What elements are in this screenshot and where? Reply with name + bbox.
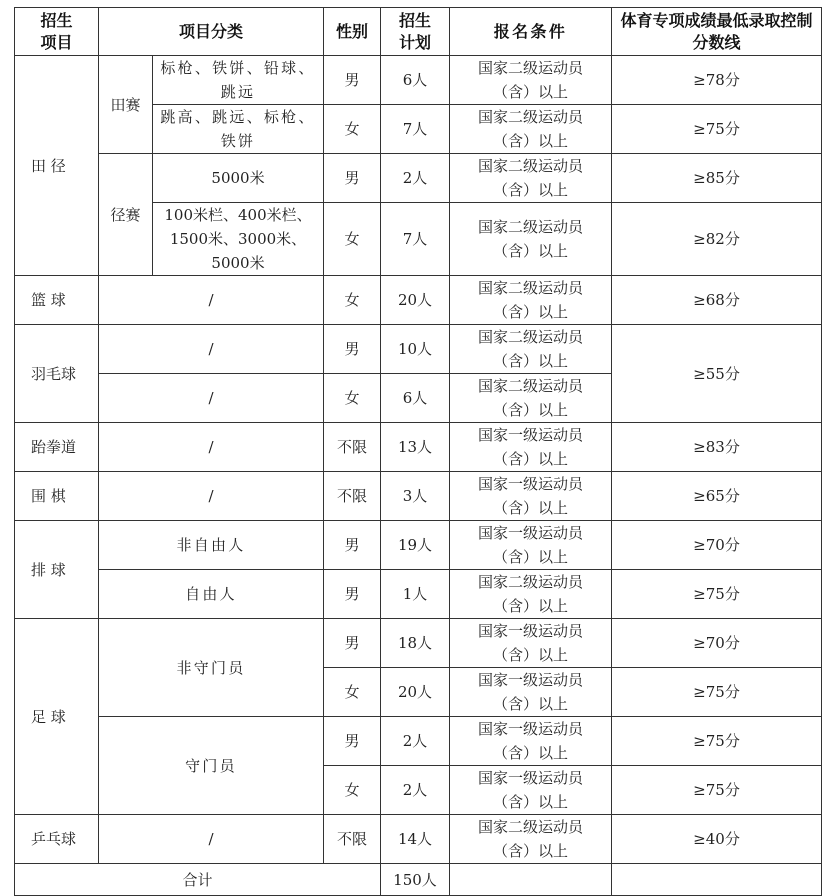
condition-cell: 国家二级运动员（含）以上 xyxy=(450,815,612,864)
plan-cell: 1人 xyxy=(381,570,450,619)
score-cell: ≥78分 xyxy=(612,56,822,105)
header-gender: 性别 xyxy=(324,8,381,56)
event-cell: 标枪、铁饼、铅球、跳远 xyxy=(153,56,324,105)
total-condition-empty xyxy=(450,864,612,896)
plan-cell: 14人 xyxy=(381,815,450,864)
event-cell: 5000米 xyxy=(153,154,324,203)
admission-table xyxy=(14,7,822,896)
condition-cell: 国家一级运动员（含）以上 xyxy=(450,423,612,472)
gender-cell: 男 xyxy=(324,570,381,619)
event-cell: 守门员 xyxy=(99,717,324,815)
condition-cell: 国家二级运动员（含）以上 xyxy=(450,570,612,619)
plan-cell: 2人 xyxy=(381,717,450,766)
gender-cell: 女 xyxy=(324,203,381,276)
sport-pingpang: 乒乓球 xyxy=(15,815,99,864)
condition-cell: 国家一级运动员（含）以上 xyxy=(450,717,612,766)
table-row xyxy=(15,521,822,570)
condition-cell: 国家二级运动员（含）以上 xyxy=(450,325,612,374)
score-cell: ≥70分 xyxy=(612,619,822,668)
score-cell: ≥85分 xyxy=(612,154,822,203)
plan-cell: 2人 xyxy=(381,154,450,203)
total-row xyxy=(15,864,822,896)
sport-taiquandao: 跆拳道 xyxy=(15,423,99,472)
sport-paiqiu: 排 球 xyxy=(15,521,99,619)
event-cell: 自由人 xyxy=(99,570,324,619)
gender-cell: 不限 xyxy=(324,815,381,864)
gender-cell: 男 xyxy=(324,619,381,668)
plan-cell: 7人 xyxy=(381,105,450,154)
plan-cell: 18人 xyxy=(381,619,450,668)
plan-cell: 6人 xyxy=(381,56,450,105)
table-row xyxy=(15,325,822,374)
plan-cell: 10人 xyxy=(381,325,450,374)
header-condition: 报名条件 xyxy=(450,8,612,56)
header-row xyxy=(15,8,822,56)
event-cell: / xyxy=(99,423,324,472)
score-cell: ≥82分 xyxy=(612,203,822,276)
gender-cell: 女 xyxy=(324,766,381,815)
table-row xyxy=(15,154,822,203)
plan-cell: 2人 xyxy=(381,766,450,815)
event-cell: 非自由人 xyxy=(99,521,324,570)
table-row xyxy=(15,717,822,766)
plan-cell: 7人 xyxy=(381,203,450,276)
gender-cell: 女 xyxy=(324,374,381,423)
gender-cell: 男 xyxy=(324,717,381,766)
score-cell: ≥83分 xyxy=(612,423,822,472)
condition-cell: 国家二级运动员（含）以上 xyxy=(450,105,612,154)
gender-cell: 不限 xyxy=(324,472,381,521)
sport-weiqi: 围 棋 xyxy=(15,472,99,521)
table-row xyxy=(15,472,822,521)
score-cell: ≥75分 xyxy=(612,105,822,154)
score-cell: ≥40分 xyxy=(612,815,822,864)
event-cell: / xyxy=(99,374,324,423)
condition-cell: 国家二级运动员（含）以上 xyxy=(450,276,612,325)
plan-cell: 20人 xyxy=(381,276,450,325)
gender-cell: 女 xyxy=(324,668,381,717)
condition-cell: 国家二级运动员（含）以上 xyxy=(450,56,612,105)
header-sport: 招生项目 xyxy=(15,8,99,56)
score-cell: ≥68分 xyxy=(612,276,822,325)
condition-cell: 国家一级运动员（含）以上 xyxy=(450,619,612,668)
table-row xyxy=(15,56,822,105)
plan-cell: 6人 xyxy=(381,374,450,423)
table-row xyxy=(15,276,822,325)
gender-cell: 女 xyxy=(324,105,381,154)
gender-cell: 男 xyxy=(324,56,381,105)
total-score-empty xyxy=(612,864,822,896)
event-cell: 非守门员 xyxy=(99,619,324,717)
gender-cell: 男 xyxy=(324,325,381,374)
condition-cell: 国家一级运动员（含）以上 xyxy=(450,766,612,815)
table-row xyxy=(15,815,822,864)
event-cell: / xyxy=(99,815,324,864)
plan-cell: 13人 xyxy=(381,423,450,472)
event-cell: / xyxy=(99,276,324,325)
score-cell: ≥70分 xyxy=(612,521,822,570)
plan-cell: 20人 xyxy=(381,668,450,717)
gender-cell: 女 xyxy=(324,276,381,325)
condition-cell: 国家一级运动员（含）以上 xyxy=(450,472,612,521)
table-row xyxy=(15,570,822,619)
table-row xyxy=(15,423,822,472)
header-category: 项目分类 xyxy=(99,8,324,56)
sport-tianjing: 田 径 xyxy=(15,56,99,276)
gender-cell: 不限 xyxy=(324,423,381,472)
sport-yumaoqiu: 羽毛球 xyxy=(15,325,99,423)
subcategory-tiansai: 田赛 xyxy=(99,56,153,154)
score-cell: ≥55分 xyxy=(612,325,822,423)
table-row xyxy=(15,619,822,668)
condition-cell: 国家一级运动员（含）以上 xyxy=(450,521,612,570)
gender-cell: 男 xyxy=(324,154,381,203)
event-cell: / xyxy=(99,472,324,521)
gender-cell: 男 xyxy=(324,521,381,570)
score-cell: ≥75分 xyxy=(612,717,822,766)
header-plan: 招生计划 xyxy=(381,8,450,56)
score-cell: ≥65分 xyxy=(612,472,822,521)
condition-cell: 国家二级运动员（含）以上 xyxy=(450,374,612,423)
score-cell: ≥75分 xyxy=(612,668,822,717)
header-score: 体育专项成绩最低录取控制分数线 xyxy=(612,8,822,56)
event-cell: 100米栏、400米栏、1500米、3000米、5000米 xyxy=(153,203,324,276)
sport-zuqiu: 足 球 xyxy=(15,619,99,815)
condition-cell: 国家一级运动员（含）以上 xyxy=(450,668,612,717)
subcategory-jingsai: 径赛 xyxy=(99,154,153,276)
total-plan: 150人 xyxy=(381,864,450,896)
event-cell: 跳高、跳远、标枪、铁饼 xyxy=(153,105,324,154)
condition-cell: 国家二级运动员（含）以上 xyxy=(450,154,612,203)
total-label: 合计 xyxy=(15,864,381,896)
event-cell: / xyxy=(99,325,324,374)
score-cell: ≥75分 xyxy=(612,766,822,815)
plan-cell: 3人 xyxy=(381,472,450,521)
score-cell: ≥75分 xyxy=(612,570,822,619)
plan-cell: 19人 xyxy=(381,521,450,570)
sport-lanqiu: 篮 球 xyxy=(15,276,99,325)
condition-cell: 国家二级运动员（含）以上 xyxy=(450,203,612,276)
